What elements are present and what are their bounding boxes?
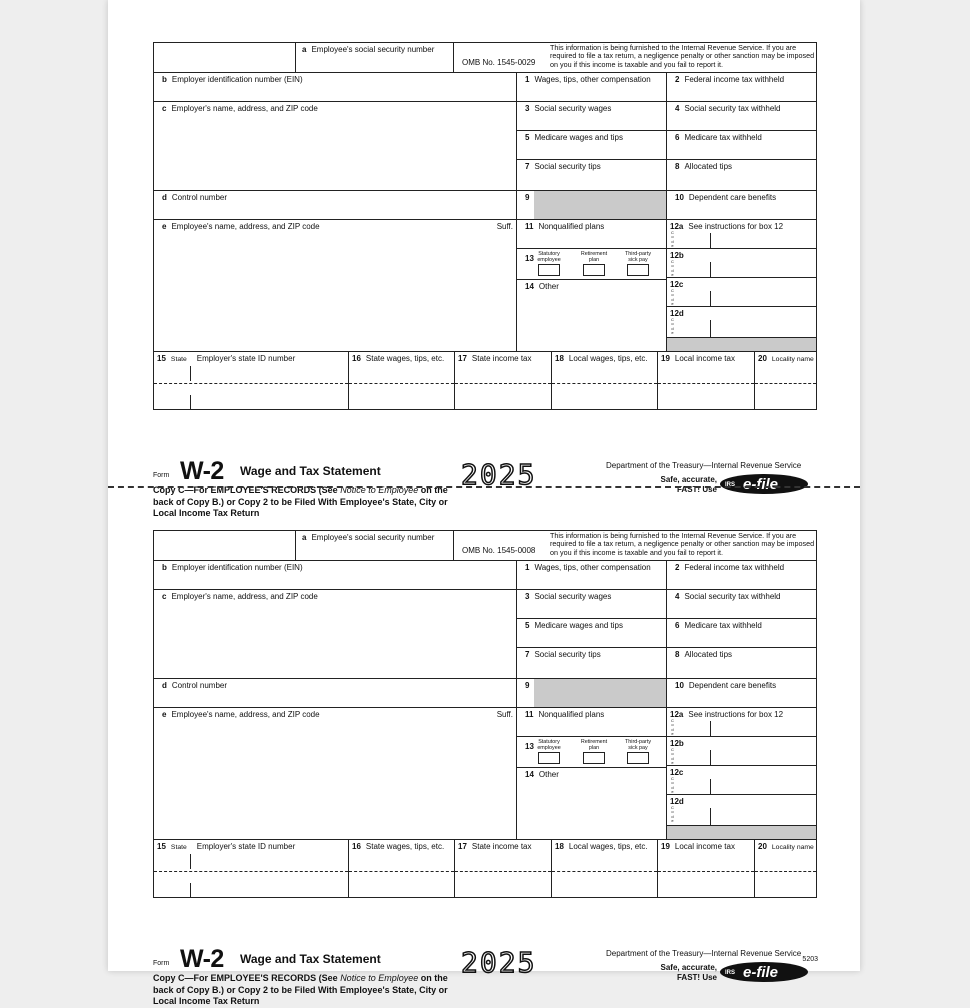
- box-b: b Employer identification number (EIN): [153, 560, 517, 590]
- third-party-sick-pay-label: Third-party sick pay: [624, 739, 652, 751]
- state-divider-2: [190, 395, 191, 410]
- irs-notice: This information is being furnished to the Internal Revenue Service. If you are required to file a tax return, a negligence penalty or other sanction may be imposed on you if this income is taxable and you fail to report it.: [550, 531, 815, 557]
- form-word: Form: [153, 960, 170, 967]
- box-12b-divider: [710, 262, 711, 277]
- box-12d-divider: [710, 320, 711, 337]
- third-party-sick-pay-checkbox[interactable]: [627, 264, 649, 276]
- box-1: 1 Wages, tips, other compensation: [516, 72, 667, 102]
- box-e: e Employee's name, address, and ZIP code Suff.: [153, 219, 517, 352]
- irs-efile-logo: [719, 473, 809, 495]
- box-12d: 12d C o d e: [666, 794, 817, 826]
- box-17: 17 State income tax: [454, 351, 552, 410]
- state-divider-2: [190, 883, 191, 898]
- irs-efile-logo: [719, 961, 809, 983]
- code-stack: C o d e: [671, 317, 674, 336]
- box-2: 2 Federal income tax withheld: [666, 560, 817, 590]
- code-stack: C o d e: [671, 776, 674, 795]
- box-14: 14 Other: [516, 767, 667, 840]
- box-7: 7 Social security tips: [516, 647, 667, 679]
- box-16: 16 State wages, tips, etc.: [348, 351, 455, 410]
- omb-number: OMB No. 1545-0029: [462, 58, 536, 67]
- box-d: d Control number: [153, 190, 517, 220]
- box-14: 14 Other: [516, 279, 667, 352]
- box-b: b Employer identification number (EIN): [153, 72, 517, 102]
- state-divider-1: [190, 854, 191, 869]
- statutory-employee-checkbox[interactable]: [538, 752, 560, 764]
- third-party-sick-pay-checkbox[interactable]: [627, 752, 649, 764]
- statutory-employee-label: Statutory employee: [537, 739, 561, 751]
- box-12d: 12d C o d e: [666, 306, 817, 338]
- box-10: 10 Dependent care benefits: [666, 190, 817, 220]
- efile-text: e-file: [743, 964, 779, 981]
- box-d: d Control number: [153, 678, 517, 708]
- box-15: 15 State Employer's state ID number: [153, 839, 349, 898]
- w2-form-copy-1: [0, 42, 970, 519]
- w2-form-copy-2: [0, 530, 970, 1007]
- safe-accurate-text: Safe, accurate, FAST! Use: [660, 475, 717, 494]
- box-12d-divider: [710, 808, 711, 825]
- box-9-shading: [534, 679, 666, 707]
- form-title: Wage and Tax Statement: [240, 952, 381, 966]
- box-11: 11 Nonqualified plans: [516, 707, 667, 737]
- box-13: 13 Statutory employee Retirement plan Third-party sick pay: [516, 248, 667, 280]
- code-stack: C o d e: [671, 805, 674, 824]
- state-row-divider: [154, 871, 348, 872]
- box-12b: 12b C o d e: [666, 248, 817, 278]
- omb-notice-box: [453, 42, 817, 73]
- form-footer: [153, 410, 817, 519]
- box-9-shading: [534, 191, 666, 219]
- efile-irs-text: IRS: [725, 970, 736, 976]
- box-3: 3 Social security wages: [516, 101, 667, 131]
- box-12b: 12b C o d e: [666, 736, 817, 766]
- box-12-shading: [666, 337, 817, 352]
- box-c: c Employer's name, address, and ZIP code: [153, 589, 517, 679]
- box-7: 7 Social security tips: [516, 159, 667, 191]
- omb-number: OMB No. 1545-0008: [462, 546, 536, 555]
- ssn-lead-box: [153, 530, 296, 561]
- box-5: 5 Medicare wages and tips: [516, 618, 667, 648]
- code-stack: C o d e: [671, 747, 674, 766]
- box-12c: 12c C o d e: [666, 277, 817, 307]
- box-12a-divider: [710, 721, 711, 736]
- box-12a: 12a See instructions for box 12 C o d e: [666, 707, 817, 737]
- tax-year: 2025: [461, 946, 537, 979]
- state-row-divider: [154, 383, 348, 384]
- treasury-department: Department of the Treasury—Internal Revenue Service: [606, 949, 802, 958]
- box-9: 9: [516, 190, 667, 220]
- w2-box-grid: [153, 530, 817, 898]
- box-3: 3 Social security wages: [516, 589, 667, 619]
- retirement-plan-label: Retirement plan: [580, 251, 608, 263]
- box-a: a Employee's social security number: [295, 42, 454, 73]
- retirement-plan-label: Retirement plan: [580, 739, 608, 751]
- box-12c: 12c C o d e: [666, 765, 817, 795]
- statutory-employee-checkbox[interactable]: [538, 264, 560, 276]
- code-stack: C o d e: [671, 259, 674, 278]
- box-5: 5 Medicare wages and tips: [516, 130, 667, 160]
- state-divider-1: [190, 366, 191, 381]
- w2-box-grid: [153, 42, 817, 410]
- efile-irs-text: IRS: [725, 482, 736, 488]
- box-2: 2 Federal income tax withheld: [666, 72, 817, 102]
- suffix-label: Suff.: [496, 710, 513, 719]
- box-6: 6 Medicare tax withheld: [666, 618, 817, 648]
- box-10: 10 Dependent care benefits: [666, 678, 817, 708]
- box-12a: 12a See instructions for box 12 C o d e: [666, 219, 817, 249]
- box-18: 18 Local wages, tips, etc.: [551, 351, 658, 410]
- form-title: Wage and Tax Statement: [240, 464, 381, 478]
- box-e: e Employee's name, address, and ZIP code Suff.: [153, 707, 517, 840]
- form-word: Form: [153, 472, 170, 479]
- box-19: 19 Local income tax: [657, 839, 755, 898]
- form-name: W-2: [180, 945, 224, 973]
- copy-designation: Copy C—For EMPLOYEE'S RECORDS (See Notice to Employee on the back of Copy B.) or Copy 2 to be Filed With Employee's State, City or Local Income Tax Return: [153, 973, 448, 1007]
- box-18: 18 Local wages, tips, etc.: [551, 839, 658, 898]
- third-party-sick-pay-label: Third-party sick pay: [624, 251, 652, 263]
- box-17: 17 State income tax: [454, 839, 552, 898]
- box-8: 8 Allocated tips: [666, 647, 817, 679]
- box-12-shading: [666, 825, 817, 840]
- code-stack: C o d e: [671, 230, 674, 249]
- box-c: c Employer's name, address, and ZIP code: [153, 101, 517, 191]
- form-name: W-2: [180, 457, 224, 485]
- box-12c-divider: [710, 291, 711, 306]
- ssn-lead-box: [153, 42, 296, 73]
- retirement-plan-checkbox[interactable]: [583, 264, 605, 276]
- box-12a-divider: [710, 233, 711, 248]
- statutory-employee-label: Statutory employee: [537, 251, 561, 263]
- box-11: 11 Nonqualified plans: [516, 219, 667, 249]
- irs-notice: This information is being furnished to the Internal Revenue Service. If you are required to file a tax return, a negligence penalty or other sanction may be imposed on you if this income is taxable and you fail to report it.: [550, 43, 815, 69]
- code-stack: C o d e: [671, 288, 674, 307]
- code-stack: C o d e: [671, 718, 674, 737]
- suffix-label: Suff.: [496, 222, 513, 231]
- box-9: 9: [516, 678, 667, 708]
- box-6: 6 Medicare tax withheld: [666, 130, 817, 160]
- treasury-department: Department of the Treasury—Internal Revenue Service: [606, 461, 802, 470]
- box-8: 8 Allocated tips: [666, 159, 817, 191]
- box-12c-divider: [710, 779, 711, 794]
- box-16: 16 State wages, tips, etc.: [348, 839, 455, 898]
- box-15: 15 State Employer's state ID number: [153, 351, 349, 410]
- form-code: 5203: [802, 956, 818, 963]
- omb-notice-box: [453, 530, 817, 561]
- box-4: 4 Social security tax withheld: [666, 589, 817, 619]
- safe-accurate-text: Safe, accurate, FAST! Use: [660, 963, 717, 982]
- box-19: 19 Local income tax: [657, 351, 755, 410]
- box-20: 20 Locality name: [754, 839, 817, 898]
- box-a: a Employee's social security number: [295, 530, 454, 561]
- box-13: 13 Statutory employee Retirement plan Third-party sick pay: [516, 736, 667, 768]
- box-12b-divider: [710, 750, 711, 765]
- retirement-plan-checkbox[interactable]: [583, 752, 605, 764]
- copy-designation: Copy C—For EMPLOYEE'S RECORDS (See Notice to Employee on the back of Copy B.) or Copy 2 to be Filed With Employee's State, City or Local Income Tax Return: [153, 485, 448, 519]
- box-4: 4 Social security tax withheld: [666, 101, 817, 131]
- perforation-line: [108, 486, 860, 488]
- box-20: 20 Locality name: [754, 351, 817, 410]
- tax-year: 2025: [461, 458, 537, 491]
- form-footer: [153, 898, 817, 1007]
- efile-text: e-file: [743, 476, 779, 493]
- box-1: 1 Wages, tips, other compensation: [516, 560, 667, 590]
